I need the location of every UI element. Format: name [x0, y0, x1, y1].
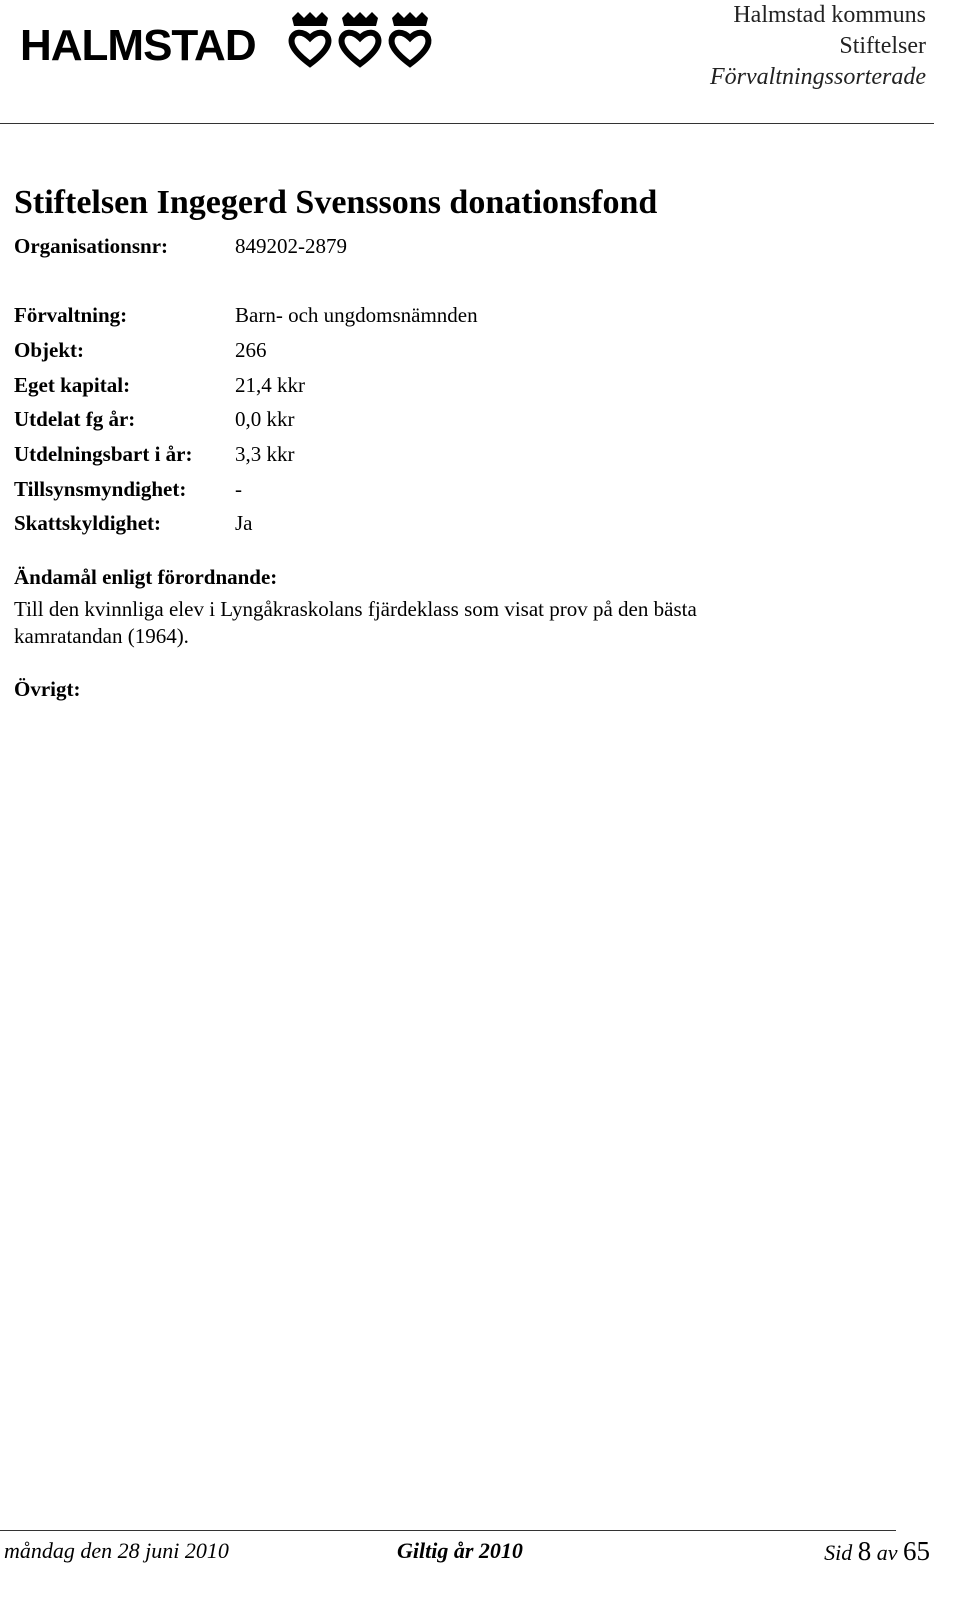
header-municipality: Halmstad kommuns	[733, 2, 926, 28]
org-number-label: Organisationsnr:	[14, 234, 169, 258]
skatt-value: Ja	[235, 511, 253, 535]
page-title: Stiftelsen Ingegerd Svenssons donationsfond	[14, 184, 658, 221]
footer-sid-label: Sid	[824, 1540, 853, 1565]
tillsyn-label: Tillsynsmyndighet:	[14, 477, 187, 501]
org-number-value: 849202-2879	[235, 234, 347, 258]
forvaltning-value: Barn- och ungdomsnämnden	[235, 303, 478, 327]
footer-page-current: 8	[857, 1536, 872, 1566]
objekt-value: 266	[235, 338, 267, 362]
tillsyn-row	[14, 476, 242, 502]
footer-divider	[0, 1530, 896, 1531]
skatt-row	[14, 510, 253, 536]
eget-kapital-row	[14, 372, 305, 398]
footer-page-number	[824, 1536, 930, 1567]
purpose-heading: Ändamål enligt förordnande:	[14, 565, 278, 589]
utdelat-row	[14, 406, 295, 432]
forvaltning-row	[14, 302, 478, 328]
footer-page-total: 65	[903, 1536, 930, 1566]
forvaltning-label: Förvaltning:	[14, 303, 128, 327]
footer-av-label: av	[876, 1540, 898, 1565]
header-sorting: Förvaltningssorterade	[710, 64, 926, 90]
halmstad-logo	[20, 8, 440, 72]
footer-valid-year: Giltig år 2010	[397, 1538, 523, 1563]
header-category: Stiftelser	[839, 33, 926, 59]
objekt-label: Objekt:	[14, 338, 84, 362]
tillsyn-value: -	[235, 477, 242, 501]
utdelat-value: 0,0 kkr	[235, 407, 295, 431]
utdelat-label: Utdelat fg år:	[14, 407, 136, 431]
footer-date: måndag den 28 juni 2010	[4, 1538, 229, 1563]
utdelningsbart-row	[14, 441, 295, 467]
objekt-row	[14, 337, 267, 363]
logo-wordmark: HALMSTAD	[20, 21, 256, 70]
utdelningsbart-value: 3,3 kkr	[235, 442, 295, 466]
other-heading: Övrigt:	[14, 677, 81, 701]
eget-kapital-label: Eget kapital:	[14, 373, 131, 397]
page-footer	[4, 1536, 930, 1568]
skatt-label: Skattskyldighet:	[14, 511, 162, 535]
org-number-row	[14, 233, 347, 259]
header-divider	[0, 123, 934, 124]
crowned-hearts-icon	[288, 8, 448, 70]
document-header	[710, 0, 926, 93]
eget-kapital-value: 21,4 kkr	[235, 373, 305, 397]
purpose-text: Till den kvinnliga elev i Lyngåkraskolans fjärdeklass som visat prov på den bästa kamratandan (1964).	[14, 597, 697, 648]
utdelningsbart-label: Utdelningsbart i år:	[14, 442, 193, 466]
